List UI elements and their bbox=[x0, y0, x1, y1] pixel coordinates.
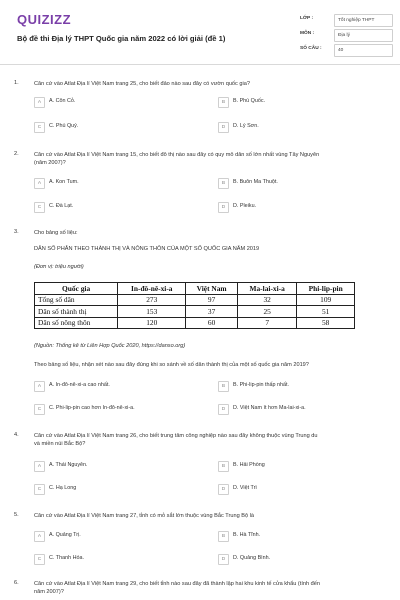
question-text: Căn cứ vào Atlat Địa lí Việt Nam trang 25, cho biết đảo nào sau đây có vườn quốc gia? bbox=[34, 81, 250, 87]
meta-label: LỚP : bbox=[300, 16, 314, 21]
table-header-row bbox=[35, 283, 355, 295]
question-text: Căn cứ vào Atlat Địa lí Việt Nam trang 27, tỉnh có mỏ sắt lớn thuộc vùng Bắc Trung Bộ là bbox=[34, 513, 254, 519]
question-number: 3. bbox=[14, 229, 19, 235]
table-row-label: Tổng số dân bbox=[35, 294, 118, 306]
table-cell: 120 bbox=[118, 317, 186, 329]
meta-label: SỐ CÂU : bbox=[300, 46, 322, 51]
table-cell: 153 bbox=[118, 306, 186, 318]
table-source: (Nguồn: Thống kê từ Liên Hợp Quốc 2020, https://danso.org) bbox=[34, 343, 186, 349]
option-text: A. Kon Tum. bbox=[49, 179, 79, 185]
option-text: A. Côn Cỏ. bbox=[49, 98, 76, 104]
question-text-line: (năm 2007)? bbox=[34, 160, 66, 167]
option-text: C. Hạ Long bbox=[49, 485, 77, 491]
table-cell: 37 bbox=[186, 306, 238, 318]
option-text: B. Hải Phòng bbox=[233, 462, 265, 468]
option-text: A. Thái Nguyên. bbox=[49, 462, 88, 468]
table-cell: 58 bbox=[297, 317, 355, 329]
option-letter-box: C bbox=[34, 404, 45, 415]
question-text bbox=[34, 580, 386, 596]
option-letter-box: B bbox=[218, 97, 229, 108]
option-letter-box: A bbox=[34, 381, 45, 392]
table-unit: (Đơn vị: triệu người) bbox=[34, 264, 84, 270]
table-row bbox=[35, 306, 355, 318]
question-text-line: và miền núi Bắc Bộ? bbox=[34, 441, 86, 448]
meta-row-subject bbox=[300, 29, 392, 43]
option-letter-box: D bbox=[218, 554, 229, 565]
worksheet-header bbox=[0, 0, 400, 65]
table-cell: 7 bbox=[238, 317, 297, 329]
option-letter-box: D bbox=[218, 484, 229, 495]
option-letter-box: C bbox=[34, 484, 45, 495]
option-text: B. Hà Tĩnh. bbox=[233, 532, 261, 538]
option-text: C. Đà Lạt. bbox=[49, 203, 74, 209]
option-text: C. Thanh Hóa. bbox=[49, 555, 84, 561]
option-text: B. Phi-lip-pin thấp nhất. bbox=[233, 382, 290, 388]
meta-row-class bbox=[300, 14, 392, 28]
option-text: A. Quảng Trị. bbox=[49, 532, 81, 538]
option-letter-box: A bbox=[34, 531, 45, 542]
question-text-line: Căn cứ vào Atlat Địa lí Việt Nam trang 29, cho biết tỉnh nào sau đây đã thành lập hai khu kinh tế cửa khẩu (tính đến bbox=[34, 581, 321, 587]
table-row bbox=[35, 317, 355, 329]
option-text: A. In-đô-nê-xi-a cao nhất. bbox=[49, 382, 110, 388]
option-letter-box: B bbox=[218, 178, 229, 189]
option-letter-box: D bbox=[218, 404, 229, 415]
option-letter-box: A bbox=[34, 178, 45, 189]
option-letter-box: A bbox=[34, 461, 45, 472]
table-title: DÂN SỐ PHÂN THEO THÀNH THỊ VÀ NÔNG THÔN CỦA MỘT SỐ QUỐC GIA NĂM 2019 bbox=[34, 246, 260, 252]
table-header-cell: Quốc gia bbox=[35, 283, 118, 295]
option-letter-box: C bbox=[34, 554, 45, 565]
population-table bbox=[34, 282, 355, 329]
option-text: C. Phi-lip-pin cao hơn In-đô-nê-xi-a. bbox=[49, 405, 135, 411]
table-header-cell: In-đô-nê-xi-a bbox=[118, 283, 186, 295]
meta-fields bbox=[300, 14, 392, 59]
table-cell: 51 bbox=[297, 306, 355, 318]
option-letter-box: B bbox=[218, 381, 229, 392]
option-letter-box: D bbox=[218, 122, 229, 133]
question-text-line: năm 2007)? bbox=[34, 589, 64, 596]
table-header-cell: Ma-lai-xi-a bbox=[238, 283, 297, 295]
option-letter-box: B bbox=[218, 531, 229, 542]
option-text: B. Phú Quốc. bbox=[233, 98, 266, 104]
table-row bbox=[35, 294, 355, 306]
question-text-line: Căn cứ vào Atlat Địa lí Việt Nam trang 26, cho biết trung tâm công nghiệp nào sau đây không thuộc vùng Trung du bbox=[34, 433, 318, 439]
option-text: B. Buôn Ma Thuột. bbox=[233, 179, 278, 185]
question-number: 2. bbox=[14, 151, 19, 157]
option-letter-box: B bbox=[218, 461, 229, 472]
table-cell: 25 bbox=[238, 306, 297, 318]
question-number: 6. bbox=[14, 580, 19, 586]
table-row-label: Dân số thành thị bbox=[35, 306, 118, 318]
question-text bbox=[34, 151, 386, 167]
table-cell: 32 bbox=[238, 294, 297, 306]
question-text: Cho bảng số liệu: bbox=[34, 230, 78, 236]
question-number: 4. bbox=[14, 432, 19, 438]
table-cell: 109 bbox=[297, 294, 355, 306]
question-number: 5. bbox=[14, 512, 19, 518]
table-cell: 273 bbox=[118, 294, 186, 306]
option-text: D. Việt Trì bbox=[233, 485, 257, 491]
question-text bbox=[34, 432, 386, 448]
table-header-cell: Việt Nam bbox=[186, 283, 238, 295]
option-text: D. Quảng Bình. bbox=[233, 555, 271, 561]
table-row-label: Dân số nông thôn bbox=[35, 317, 118, 329]
document-title: Bộ đề thi Địa lý THPT Quốc gia năm 2022 có lời giải (đề 1) bbox=[17, 34, 226, 43]
option-text: D. Pleiku. bbox=[233, 203, 257, 209]
question-prompt: Theo bảng số liệu, nhận xét nào sau đây đúng khi so sánh về số dân thành thị của một số quốc gia năm 2019? bbox=[34, 362, 309, 368]
option-letter-box: A bbox=[34, 97, 45, 108]
option-letter-box: C bbox=[34, 202, 45, 213]
table-header-cell: Phi-lip-pin bbox=[297, 283, 355, 295]
meta-label: MÔN : bbox=[300, 31, 315, 36]
option-letter-box: C bbox=[34, 122, 45, 133]
meta-value: 40 bbox=[334, 44, 393, 57]
option-text: C. Phú Quý. bbox=[49, 123, 79, 129]
meta-row-count bbox=[300, 44, 392, 58]
question-number: 1. bbox=[14, 80, 19, 86]
quizizz-logo: QUIZIZZ bbox=[17, 12, 72, 27]
table-cell: 60 bbox=[186, 317, 238, 329]
meta-value: Địa lý bbox=[334, 29, 393, 42]
question-text-line: Căn cứ vào Atlat Địa lí Việt Nam trang 15, cho biết đô thị nào sau đây có quy mô dân số lớn nhất vùng Tây Nguyên bbox=[34, 152, 320, 158]
option-letter-box: D bbox=[218, 202, 229, 213]
meta-value: Tốt nghiệp THPT bbox=[334, 14, 393, 27]
option-text: D. Việt Nam ít hơn Ma-lai-xi-a. bbox=[233, 405, 306, 411]
table-cell: 97 bbox=[186, 294, 238, 306]
option-text: D. Lý Sơn. bbox=[233, 123, 259, 129]
